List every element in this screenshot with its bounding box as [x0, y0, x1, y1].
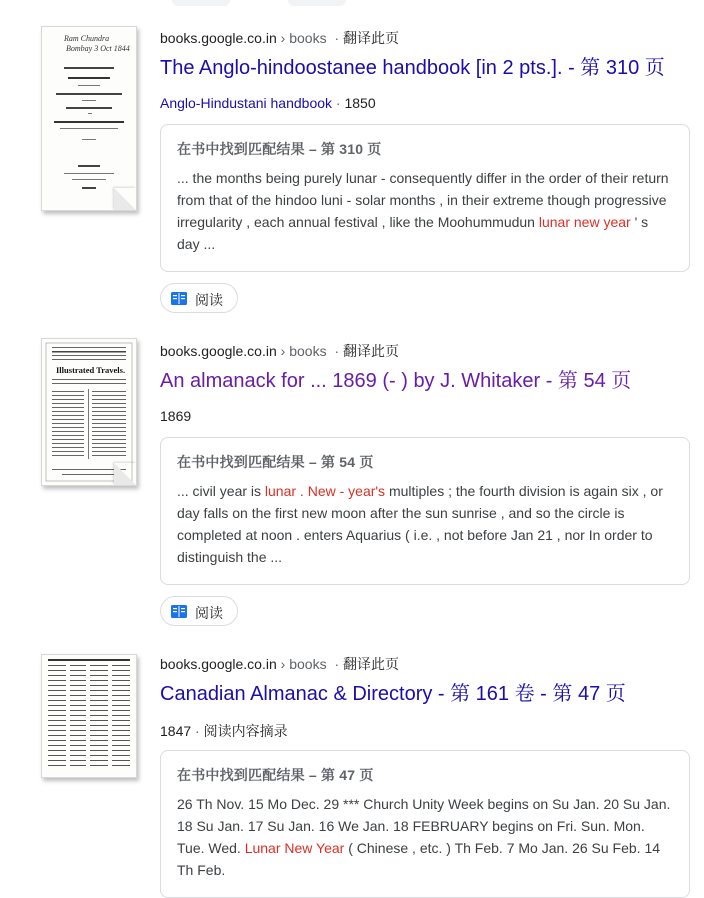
result-cite[interactable] [160, 654, 399, 674]
result-meta [160, 721, 288, 741]
result-meta [160, 95, 376, 111]
snippet-text: ( Chinese , etc. ) Th Feb. 7 Mo Jan. 26 Su Feb. 14 Th Feb. [177, 840, 661, 878]
cite-domain: books.google.co.in [160, 343, 277, 359]
snippet-highlight: lunar . New - year's [264, 483, 386, 499]
excerpt-link[interactable]: 阅读内容摘录 [203, 723, 288, 739]
cite-path: books [289, 30, 327, 46]
book-icon [171, 292, 187, 305]
match-header: 在书中找到匹配结果 – 第 47 页 [177, 767, 374, 783]
match-snippet-card[interactable] [160, 750, 690, 898]
match-snippet [177, 167, 673, 255]
cite-separator: › [276, 30, 290, 46]
match-snippet-card[interactable] [160, 437, 690, 585]
match-snippet [177, 480, 673, 568]
book-icon [171, 605, 187, 618]
result-title-link[interactable]: Canadian Almanac & Directory - 第 161 卷 - 第 47 页 [160, 683, 626, 705]
chevron-right-icon: · [334, 30, 340, 46]
page-curl [114, 188, 136, 210]
snippet-text: ... civil year is [177, 483, 265, 499]
cite-domain: books.google.co.in [160, 30, 277, 46]
result-meta [160, 408, 191, 424]
cite-path: books [289, 343, 327, 359]
cite-separator: › [276, 656, 290, 672]
meta-dot: · [332, 95, 345, 111]
result-cite[interactable] [160, 28, 399, 48]
result-title-link[interactable]: The Anglo-hindoostanee handbook [in 2 pts.]. - 第 310 页 [160, 57, 665, 79]
snippet-text: ... the months being purely lunar - consequently differ in the order of their return from that of the hindoo luni - solar months , in their extreme though progressive irregularity , each annual festival , like the Moohummudun [177, 170, 669, 230]
result-title-link[interactable]: An almanack for ... 1869 (- ) by J. Whitaker - 第 54 页 [160, 370, 632, 392]
read-button-label: 阅读 [195, 292, 223, 308]
previous-card-fragment [172, 0, 230, 6]
cite-path: books [289, 656, 327, 672]
cite-domain: books.google.co.in [160, 656, 277, 672]
match-header: 在书中找到匹配结果 – 第 54 页 [177, 454, 374, 470]
chevron-right-icon: · [334, 656, 340, 672]
book-cover-art [42, 655, 136, 777]
previous-card-fragment [288, 0, 346, 6]
book-cover-art [42, 27, 136, 210]
read-button[interactable] [160, 596, 238, 626]
page-curl [114, 463, 136, 485]
cover-handwriting: Ram Chundra [64, 34, 110, 43]
snippet-text: 26 Th Nov. 15 Mo Dec. 29 *** Church Unity Week begins on Su Jan. 20 Su Jan. 18 Su Jan. 17 Su Jan. 16 We Jan. 18 FEBRUARY begins on Fri. Sun. Mon. Tue. Wed. [177, 796, 671, 856]
translate-page-link[interactable]: 翻译此页 [343, 656, 400, 672]
cover-headline: Illustrated Travels. [56, 365, 126, 375]
book-thumbnail[interactable] [41, 26, 137, 211]
publication-year: 1850 [344, 95, 376, 111]
cite-separator: › [276, 343, 290, 359]
series-link[interactable]: Anglo-Hindustani handbook [160, 95, 333, 111]
snippet-text: multiples ; the fourth division is again six , or day falls on the first new moon after the sun sunrise , and so the circle is completed at noon . enters Aquarius ( i.e. , not before Jan 21 , nor In order to distinguish the ... [177, 483, 663, 565]
read-button-label: 阅读 [195, 605, 223, 621]
snippet-highlight: lunar new year [538, 214, 631, 230]
translate-page-link[interactable]: 翻译此页 [343, 343, 400, 359]
match-header: 在书中找到匹配结果 – 第 310 页 [177, 141, 382, 157]
publication-year: 1869 [160, 408, 192, 424]
read-button[interactable] [160, 283, 238, 313]
snippet-text: ' s day ... [177, 214, 649, 252]
chevron-right-icon: · [334, 343, 340, 359]
meta-dot: · [191, 723, 204, 739]
cover-handwriting: Bombay 3 Oct 1844 [66, 44, 130, 53]
translate-page-link[interactable]: 翻译此页 [343, 30, 400, 46]
result-cite[interactable] [160, 341, 399, 361]
snippet-highlight: Lunar New Year [244, 840, 345, 856]
match-snippet [177, 793, 673, 881]
match-snippet-card[interactable] [160, 124, 690, 272]
book-thumbnail[interactable] [41, 654, 137, 778]
publication-year: 1847 [160, 723, 192, 739]
book-thumbnail[interactable] [41, 338, 137, 486]
